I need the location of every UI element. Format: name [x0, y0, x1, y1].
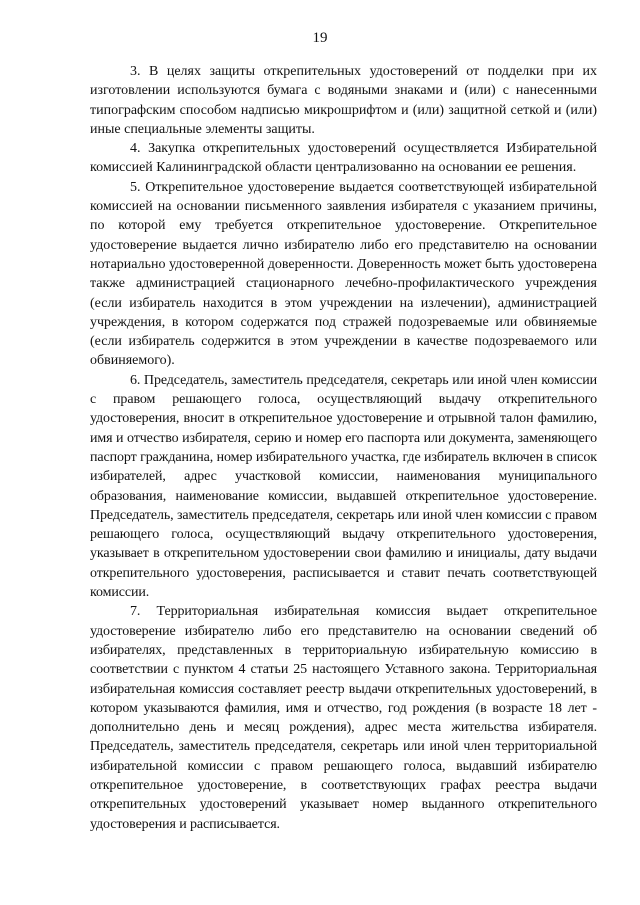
paragraph-7: 7. Территориальная избирательная комиссия выдает открепительное удостоверение избирателю либо его представителю на основании сведений об избирателях, представленных в территориальную избирательную комиссию в соответствии с пунктом 4 статьи 25 настоящего Уставного закона. Территориальная избирательная комиссия составляет реестр выдачи открепительных удостоверений, в котором указываются фамилия, имя и отчество, год рождения (в возрасте 18 лет - дополнительно день и месяц рождения), адрес места жительства избирателя. Председатель, заместитель председателя, секретарь или иной член территориальной избирательной комиссии с правом решающего голоса, выдавший избирателю открепительное удостоверение, в соответствующих графах реестра выдачи открепительных удостоверений указывает номер выданного открепительного удостоверения и расписывается.: [90, 604, 597, 832]
document-body: [90, 62, 597, 834]
page-number: 19: [312, 30, 328, 46]
paragraph-5: 5. Открепительное удостоверение выдается соответствующей избирательной комиссией на основании письменного заявления избирателя с указанием причины, по которой ему требуется открепительное удостоверение. Открепительное удостоверение выдается лично избирателю либо его представителю на основании нотариально удостоверенной доверенности. Доверенность может быть удостоверена также администрацией стационарного лечебно-профилактического учреждения (если избиратель находится в этом учреждении на излечении), администрацией учреждения, в котором содержатся под стражей подозреваемые или обвиняемые (если избиратель содержится в этом учреждении в качестве подозреваемого или обвиняемого).: [90, 179, 597, 369]
paragraph-4: 4. Закупка открепительных удостоверений осуществляется Избирательной комиссией Калининградской области централизованно на основании ее решения.: [90, 141, 597, 176]
paragraph-6: 6. Председатель, заместитель председателя, секретарь или иной член комиссии с правом решающего голоса, осуществляющий выдачу открепительного удостоверения, вносит в открепительное удостоверение и отрывной талон фамилию, имя и отчество избирателя, серию и номер его паспорта или документа, заменяющего паспорт гражданина, номер избирательного участка, где избиратель включен в список избирателей, адрес участковой комиссии, наименования муниципального образования, наименование комиссии, выдавшей открепительное удостоверение. Председатель, заместитель председателя, секретарь или иной член комиссии с правом решающего голоса, осуществляющий выдачу открепительного удостоверения, указывает в открепительном удостоверении свои фамилию и инициалы, дату выдачи открепительного удостоверения, расписывается и ставит печать соответствующей комиссии.: [90, 372, 597, 601]
paragraph-3: 3. В целях защиты открепительных удостоверений от подделки при их изготовлении используются бумага с водяными знаками и (или) с нанесенными типографским способом надписью микрошрифтом и (или) защитной сеткой и (или) иные специальные элементы защиты.: [90, 64, 597, 137]
